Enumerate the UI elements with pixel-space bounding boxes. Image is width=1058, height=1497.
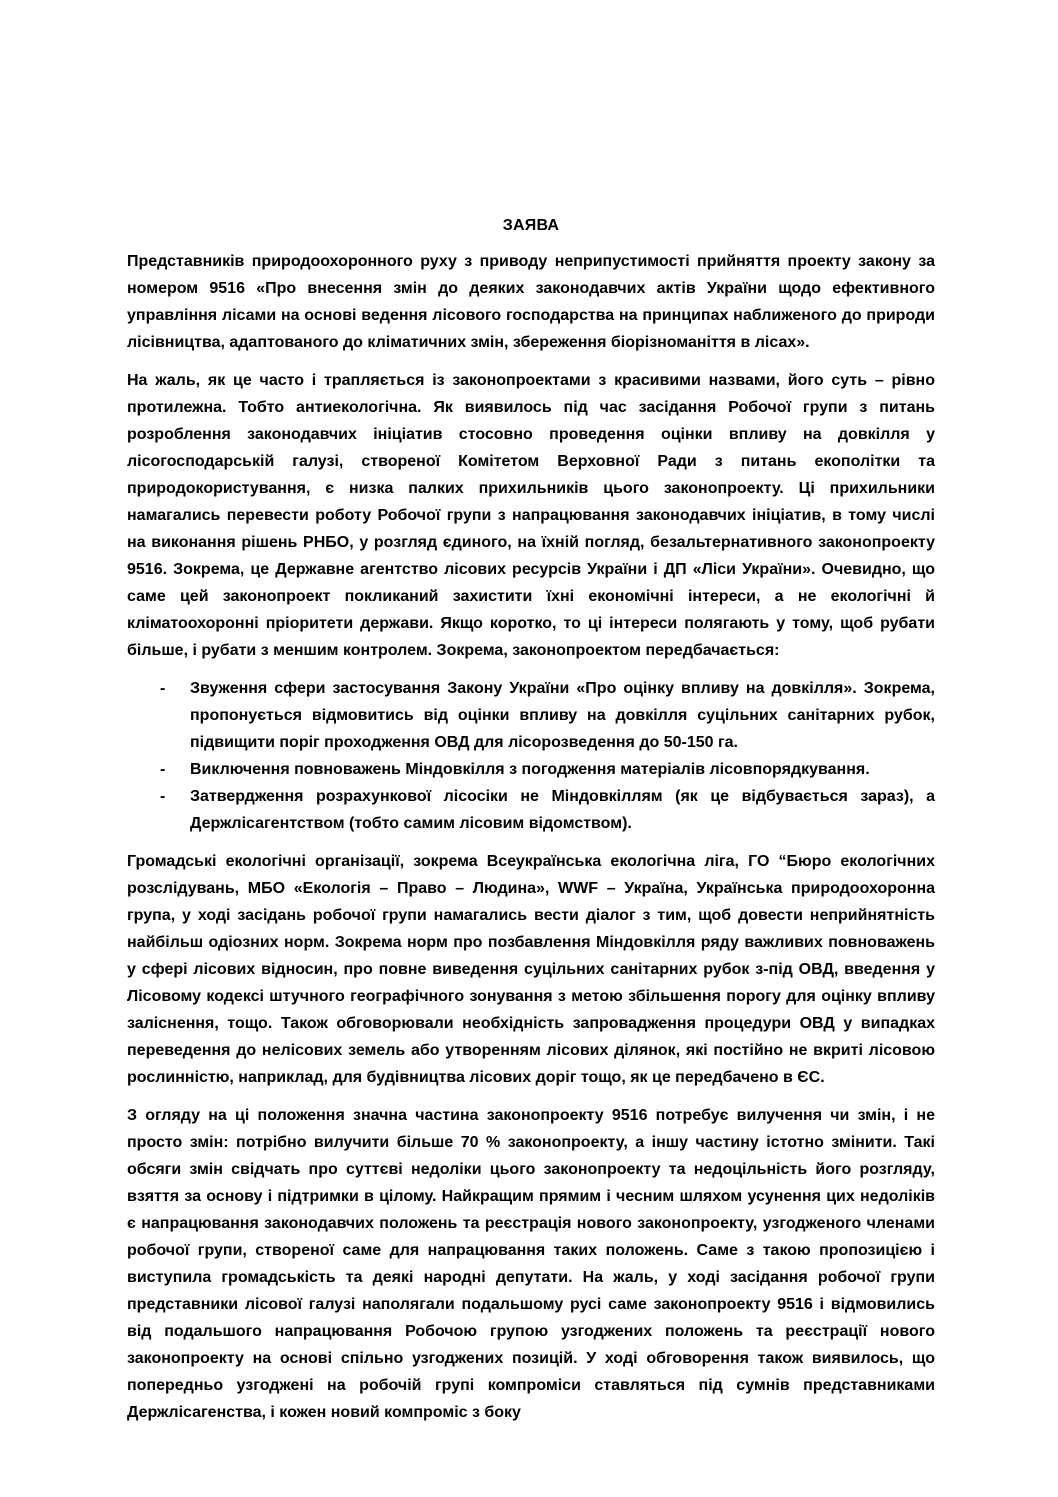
bullet-list [127,675,935,837]
paragraph-statement-subject: Представників природоохоронного руху з приводу неприпустимості прийняття проекту закону за номером 9516 «Про внесення змін до деяких законодавчих актів України щодо ефективного управління лісами на основі ведення лісового господарства на принципах наближеного до природи лісівництва, адаптованого до кліматичних змін, збереження біорізноманіття в лісах». [127,253,935,351]
paragraph-criticism-overview: На жаль, як це часто і трапляється із законопроектами з красивими назвами, його суть – рівно протилежна. Тобто антиекологічна. Як виявилось під час засідання Робочої групи з питань розроблення законодавчих ініціатив стосовно проведення оцінки впливу на довкілля у лісогосподарській галузі, створеної Комітетом Верховної Ради з питань екополітки та природокористування, є низка палких прихильників цього законопроекту. Ці прихильники намагались перевести роботу Робочої групи з напрацювання законодавчих ініціатив, в тому числі на виконання рішень РНБО, у розгляд єдиного, на їхній погляд, безальтернативного законопроекту 9516. Зокрема, це Державне агентство лісових ресурсів України і ДП «Ліси України». Очевидно, що саме цей законопроект покликаний захистити їхні економічні інтереси, а не екологічні й кліматоохоронні пріоритети держави. Якщо коротко, то ці інтереси полягають у тому, щоб рубати більше, і рубати з меншим контролем. Зокрема, законопроектом передбачається: [127,372,935,659]
list-item-mindovkillia-exclusion: - Виключення повноважень Міндовкілля з погодження матеріалів лісовпорядкування. [127,756,935,783]
list-item-ovd-scope-narrowing: - Звуження сфери застосування Закону України «Про оцінку впливу на довкілля». Зокрема, пропонується відмовитись від оцінки впливу на довкілля суцільних санітарних рубок, підвищити поріг проходження ОВД для лісорозведення до 50-150 га. [127,675,935,756]
document-title: ЗАЯВА [502,217,560,234]
paragraph-conclusions-working-group: З огляду на ці положення значна частина законопроекту 9516 потребує вилучення чи змін, і не просто змін: потрібно вилучити більше 70 % законопроекту, а іншу частину істотно змінити. Такі обсяги змін свідчать про суттєві недоліки цього законопроекту та недоцільність його розгляду, взяття за основу і підтримки в цілому. Найкращим прямим і чесним шляхом усунення цих недоліків є напрацювання законодавчих положень та реєстрація нового законопроекту, узгодженого членами робочої групи, створеної саме для напрацювання таких положень. Саме з такою пропозицією і виступила громадськість та деякі народні депутати. На жаль, у ході засідання робочої групи представники лісової галузі наполягали подальшому русі саме законопроекту 9516 і відмовились від подальшого напрацювання Робочою групою узгоджених положень та реєстрації нового законопроекту на основі спільно узгоджених позицій. У ході обговорення також виявилось, що попередньо узгоджені на робочій групі компроміси ставляться під сумнів представниками Держлісагенства, і кожен новий компроміс з боку [127,1107,935,1421]
paragraph-eco-organizations-dialogue: Громадські екологічні організації, зокрема Всеукраїнська екологічна ліга, ГО “Бюро екологічних розслідувань, МБО «Екологія – Право – Людина», WWF – Україна, Українська природоохоронна група, у ході засідань робочої групи намагались вести діалог з тим, щоб довести неприйнятність найбільш одіозних норм. Зокрема норм про позбавлення Міндовкілля ряду важливих повноважень у сфері лісових відносин, про повне виведення суцільних санітарних рубок з-під ОВД, введення у Лісовому кодексі штучного географічного зонування з метою збільшення порогу для оцінку впливу заліснення, тощо. Також обговорювали необхідність запровадження процедури ОВД у випадках переведення до нелісових земель або утворенням лісових ділянок, які постійно не вкриті лісовою рослинністю, наприклад, для будівництва лісових доріг тощо, як це передбачено в ЄС. [127,853,935,1086]
list-item-lisosika-approval: - Затвердження розрахункової лісосіки не Міндовкіллям (як це відбувається зараз), а Держлісагентством (тобто самим лісовим відомством). [127,783,935,837]
